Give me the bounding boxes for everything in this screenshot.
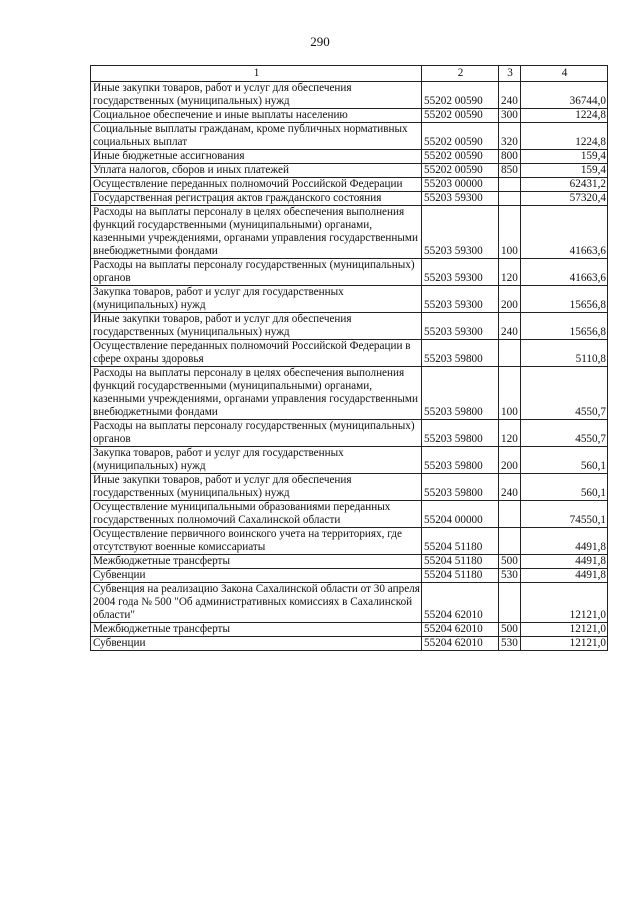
row-kind-cell: 850 — [499, 164, 521, 178]
row-sum-cell: 15656,8 — [521, 286, 608, 313]
row-name-cell: Закупка товаров, работ и услуг для государственных (муниципальных) нужд — [91, 286, 422, 313]
row-kind-cell: 100 — [499, 206, 521, 259]
row-code-cell: 55204 51180 — [422, 528, 499, 555]
row-code-cell: 55204 62010 — [422, 623, 499, 637]
column-header-sum: 4 — [521, 66, 608, 82]
row-code-cell: 55203 59800 — [422, 420, 499, 447]
row-name-cell: Осуществление первичного воинского учета на территориях, где отсутствуют военные комиссариаты — [91, 528, 422, 555]
table-row — [91, 109, 608, 123]
table-row — [91, 82, 608, 109]
row-code-cell: 55202 00590 — [422, 82, 499, 109]
row-name-cell: Иные бюджетные ассигнования — [91, 150, 422, 164]
row-name-cell: Осуществление переданных полномочий Российской Федерации — [91, 178, 422, 192]
row-sum-cell: 4550,7 — [521, 420, 608, 447]
row-code-cell: 55203 59800 — [422, 474, 499, 501]
table-row — [91, 313, 608, 340]
row-kind-cell — [499, 528, 521, 555]
row-sum-cell: 15656,8 — [521, 313, 608, 340]
row-sum-cell: 12121,0 — [521, 637, 608, 651]
row-sum-cell: 159,4 — [521, 150, 608, 164]
row-name-cell: Межбюджетные трансферты — [91, 623, 422, 637]
row-code-cell: 55203 59800 — [422, 447, 499, 474]
row-name-cell: Социальные выплаты гражданам, кроме публичных нормативных социальных выплат — [91, 123, 422, 150]
row-kind-cell: 240 — [499, 474, 521, 501]
row-sum-cell: 4491,8 — [521, 528, 608, 555]
row-name-cell: Осуществление переданных полномочий Российской Федерации в сфере охраны здоровья — [91, 340, 422, 367]
row-code-cell: 55203 59800 — [422, 340, 499, 367]
row-code-cell: 55203 59800 — [422, 367, 499, 420]
row-code-cell: 55204 51180 — [422, 555, 499, 569]
row-sum-cell: 4491,8 — [521, 569, 608, 583]
row-kind-cell: 240 — [499, 82, 521, 109]
row-sum-cell: 57320,4 — [521, 192, 608, 206]
row-sum-cell: 36744,0 — [521, 82, 608, 109]
row-kind-cell: 240 — [499, 313, 521, 340]
row-name-cell: Осуществление муниципальными образованиями переданных государственных полномочий Сахалинской области — [91, 501, 422, 528]
table-row — [91, 206, 608, 259]
row-sum-cell: 41663,6 — [521, 206, 608, 259]
row-name-cell: Расходы на выплаты персоналу государственных (муниципальных) органов — [91, 259, 422, 286]
row-kind-cell: 120 — [499, 259, 521, 286]
row-sum-cell: 62431,2 — [521, 178, 608, 192]
row-name-cell: Социальное обеспечение и иные выплаты населению — [91, 109, 422, 123]
table-header-row — [91, 66, 608, 82]
table-row — [91, 420, 608, 447]
row-code-cell: 55202 00590 — [422, 164, 499, 178]
column-header-kind: 3 — [499, 66, 521, 82]
budget-table — [90, 65, 608, 651]
table-row — [91, 623, 608, 637]
row-code-cell: 55203 59300 — [422, 206, 499, 259]
row-sum-cell: 1224,8 — [521, 109, 608, 123]
row-kind-cell: 800 — [499, 150, 521, 164]
row-name-cell: Расходы на выплаты персоналу в целях обеспечения выполнения функций государственными (муниципальными) органами, казенными учреждениями, органами управления государственными внебюджетными фондами — [91, 367, 422, 420]
row-name-cell: Межбюджетные трансферты — [91, 555, 422, 569]
row-kind-cell — [499, 340, 521, 367]
row-code-cell: 55204 62010 — [422, 637, 499, 651]
row-sum-cell: 12121,0 — [521, 583, 608, 623]
row-kind-cell: 500 — [499, 555, 521, 569]
row-code-cell: 55204 62010 — [422, 583, 499, 623]
column-header-name: 1 — [91, 66, 422, 82]
table-row — [91, 340, 608, 367]
row-kind-cell: 300 — [499, 109, 521, 123]
row-sum-cell: 4550,7 — [521, 367, 608, 420]
row-name-cell: Субвенция на реализацию Закона Сахалинской области от 30 апреля 2004 года № 500 "Об административных комиссиях в Сахалинской области" — [91, 583, 422, 623]
row-sum-cell: 159,4 — [521, 164, 608, 178]
row-name-cell: Субвенции — [91, 637, 422, 651]
row-sum-cell: 560,1 — [521, 447, 608, 474]
row-code-cell: 55204 51180 — [422, 569, 499, 583]
row-code-cell: 55202 00590 — [422, 123, 499, 150]
row-sum-cell: 1224,8 — [521, 123, 608, 150]
row-name-cell: Закупка товаров, работ и услуг для государственных (муниципальных) нужд — [91, 447, 422, 474]
row-code-cell: 55202 00590 — [422, 150, 499, 164]
table-row — [91, 528, 608, 555]
row-kind-cell: 530 — [499, 637, 521, 651]
row-kind-cell — [499, 501, 521, 528]
row-code-cell: 55203 59300 — [422, 259, 499, 286]
column-header-code: 2 — [422, 66, 499, 82]
row-sum-cell: 74550,1 — [521, 501, 608, 528]
row-sum-cell: 4491,8 — [521, 555, 608, 569]
table-row — [91, 150, 608, 164]
page-number: 290 — [310, 34, 330, 49]
row-kind-cell: 500 — [499, 623, 521, 637]
row-name-cell: Государственная регистрация актов гражданского состояния — [91, 192, 422, 206]
row-kind-cell: 200 — [499, 286, 521, 313]
row-name-cell: Иные закупки товаров, работ и услуг для обеспечения государственных (муниципальных) нужд — [91, 313, 422, 340]
table-row — [91, 447, 608, 474]
table-row — [91, 474, 608, 501]
row-code-cell: 55203 00000 — [422, 178, 499, 192]
row-kind-cell — [499, 583, 521, 623]
row-code-cell: 55203 59300 — [422, 313, 499, 340]
row-name-cell: Субвенции — [91, 569, 422, 583]
row-name-cell: Уплата налогов, сборов и иных платежей — [91, 164, 422, 178]
row-name-cell: Иные закупки товаров, работ и услуг для обеспечения государственных (муниципальных) нужд — [91, 474, 422, 501]
table-row — [91, 555, 608, 569]
table-row — [91, 164, 608, 178]
table-row — [91, 286, 608, 313]
row-sum-cell: 12121,0 — [521, 623, 608, 637]
row-name-cell: Расходы на выплаты персоналу государственных (муниципальных) органов — [91, 420, 422, 447]
table-row — [91, 123, 608, 150]
table-row — [91, 501, 608, 528]
row-kind-cell: 100 — [499, 367, 521, 420]
row-sum-cell: 41663,6 — [521, 259, 608, 286]
row-sum-cell: 5110,8 — [521, 340, 608, 367]
table-row — [91, 178, 608, 192]
table-row — [91, 192, 608, 206]
row-kind-cell — [499, 192, 521, 206]
table-row — [91, 583, 608, 623]
row-kind-cell: 530 — [499, 569, 521, 583]
row-code-cell: 55202 00590 — [422, 109, 499, 123]
row-code-cell: 55204 00000 — [422, 501, 499, 528]
table-row — [91, 569, 608, 583]
table-row — [91, 637, 608, 651]
row-name-cell: Расходы на выплаты персоналу в целях обеспечения выполнения функций государственными (муниципальными) органами, казенными учреждениями, органами управления государственными внебюджетными фондами — [91, 206, 422, 259]
row-code-cell: 55203 59300 — [422, 286, 499, 313]
row-kind-cell: 200 — [499, 447, 521, 474]
row-kind-cell — [499, 178, 521, 192]
row-kind-cell: 320 — [499, 123, 521, 150]
table-row — [91, 367, 608, 420]
row-sum-cell: 560,1 — [521, 474, 608, 501]
row-code-cell: 55203 59300 — [422, 192, 499, 206]
table-row — [91, 259, 608, 286]
row-name-cell: Иные закупки товаров, работ и услуг для обеспечения государственных (муниципальных) нужд — [91, 82, 422, 109]
table-body — [91, 82, 608, 651]
row-kind-cell: 120 — [499, 420, 521, 447]
